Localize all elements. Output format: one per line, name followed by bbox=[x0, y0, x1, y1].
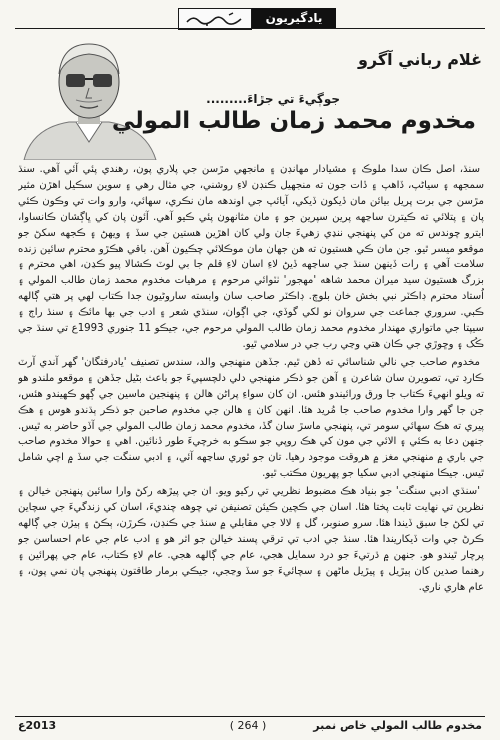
magazine-logo-script-icon bbox=[179, 9, 251, 29]
author-photo bbox=[14, 30, 164, 160]
footer-year: 2013ع bbox=[18, 719, 57, 732]
article-paragraph: سنڌ، اصل ڪان سدا ملوڪ ۽ مشيادار مهانڊن ۽ مانجهي مڙسن جي پلاري پون، رهندي پئي آئي آهي. سنڌ سمجهه ۽ سياڻپ، ڏاهپ ۽ ڏات جون ته منجهيل ڪنڊن لاءِ روشني، جي مثال رهي ۽ سوين سڪيل اهڙن مثير مڙسن جي برت پريل بيائن مان ڏيکون ڏيکي، آيائپ جي اوندهه مان نڪري، سهائي، وارو وات تي وڪون ڪئي پان ۽ پتلائي ته ڪيترن ساڃهه پرين سپرين جو ۽ مان مثانهون پئي ڪيو آهي. آئون پان کي ڀاڳشان ڪانساوا، ايترو چوندس ته من کي پنهنجي ننڍي زهيءَ جان ولي کان اهڙين هستين جي سڏ ۽ ويهڻ ۽ ڪجهه سکڻ جو موقعو ميسر ٿيو. جن مان ڪي هستيون ته هن جهان مان موڪلائي چڪيون آهن. باقي هڪڙو محترم سائين زنده سلامت آهي ۽ رات ڏينهن سنڌ جي ساڃهه ڏيڻ لاءِ اسان لاءِ قلم جا بي لوٽ ڪشالا پيو ڪڍن، اهي محترم ۽ بزرگ هستيون سيد ميران محمد شاهه 'مهجور' ٺٽوائي مرحوم ۽ مرهيات مخدوم محمد زمان طالب المولي ۽ اُستاد محترم ڊاڪٽر نبي بخش خان بلوچ. ڊاڪٽر صاحب سان وابسته ساروڻيون جدا ڪتاب لهي پر هتي ڳالهه ڪبي. سروري جماعت جي سروان نو لکي گوڏي، جي اڳوان، سنڌي شعر ۽ ادب جي بها مائڪ ۽ سنڌ راڄ ۽ سيپتا جي ماتواري مهندار مخدوم محمد زمان طالب المولي مرحوم جي، جيڪو 11 جنوري 1993ع تي سنڌ جي ڪُک ۽ وڇوڙي جي ڪان هتي وڃي رب جي در سلامي ٿيو. bbox=[18, 164, 484, 350]
article-paragraph: 'سنڌي ادبي سنگت' جو بنياد هڪ مضبوط نظريي تي رکيو ويو. ان جي پيڙهه رکڻ وارا سائين پنهنجن خيالن ۽ نظرين تي نهايت ثابت پختا هئا. اسان جي ڪچين ڪيئن تصنيفن تي چوهه چنديءَ، اسان کي زندگيءَ جي سچاين تي لکڻ جا سبق ڏيندا هئا. سرو صنوبر، گل ۽ لالا جي مقابلي ۾ سنڌ جي ڪنڊن، ڪرڙن، ٻڪڻ ۽ ٻيڙن جي ڳالهه ڪرڻ جي وات ڏيکاريندا هئا. سنڌ جي ادب تي ترقي پسند خيالن جو اثر هو ۽ ادب عام جي عام احساسن جو پرچار ٿيندو هو. جنهن ۾ ڌرتيءَ جو درد سمايل هجي، عام جي ڳالهه هجي. عام لاءِ ڪتاب، عام جي پهرائين ۽ رهنما صدين کان ٻيڙيل ۽ پيڙيل ماڻهن ۽ سچائيءَ جو سڏ وڃجي، جيڪي برمار طاقتون پنهنجي پان نمي پون، ۽ عام هاري ناري. bbox=[18, 486, 484, 593]
footer-issue-title: مخدوم طالب المولي خاص نمبر bbox=[313, 719, 482, 732]
article-body bbox=[18, 162, 484, 712]
footer-divider bbox=[15, 716, 485, 717]
article-paragraph: مخدوم صاحب جي نالي شناسائي ته ڏهن ٿيم. جڏهن منهنجي والد، سندس تصنيف 'يادرفتگان' گهر آندي آرٽ ڪارڊ تي، تصويرن سان شاعرن ۽ آهن جو ذڪر منهنجي دلي دلچسپيءَ جو باعث بڻيل جڏهن ۽ موقعو ملندو هو ته ويلو انهيءَ ڪتاب جا ورق ورائيندو هئس. ان کان سواءِ پراڻن هالن ۽ پنهنجين ماسين جي ڳهو ڪهيندو هئس، جن جا گهر وارا مخدوم صاحب جا مُريد هئا. انهن کان ۽ هالن جي مخدوم صاحبن جو ذڪر ٻڌندو هوس ۽ هڪ پيري ته هڪ سهائي سومر تي، پنهنجي ماسڙ سان گڏ، مخدوم محمد زمان طالب المولي جي آڏو حاضر به ٿيس. جنهن دعا به ڪئي ۽ الائي جي مون کي هڪ روپي جو سڪو به خرچيءَ طور ڏنائين. اهي ۽ حوالا مخدوم صاحب جي باري ۾ منهنجي مغز ۾ هروقت موجود رهيا. تان جو ٿوري ساڃهه آئي، ۽ ادبي سنگت جي سڏ ۾ اچي شامل ٿيس. جيڪا منهنجي ادبي سکيا جو پهريون مڪتب ٿيو. bbox=[18, 356, 484, 480]
header-divider bbox=[15, 28, 485, 29]
article-title: مخدوم محمد زمان طالب المولي bbox=[111, 108, 476, 134]
magazine-logo bbox=[178, 8, 252, 30]
article-subtitle: جوڳيءَ تي جڙاءَ......... bbox=[206, 92, 340, 106]
page-number: ( 264 ) bbox=[229, 719, 267, 732]
author-name: غلام رباني آگرو bbox=[357, 50, 482, 69]
section-label: يادگيريون bbox=[252, 8, 336, 28]
